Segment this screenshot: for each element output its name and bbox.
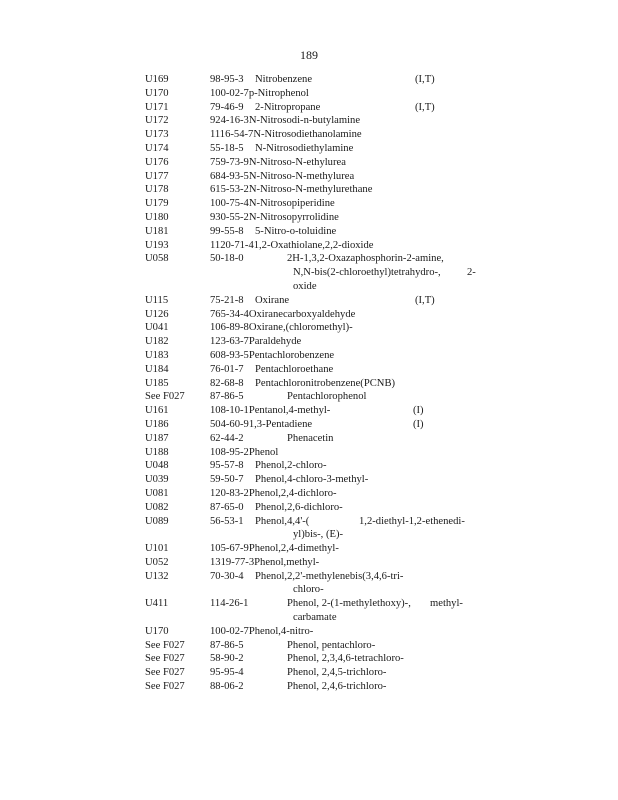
table-row	[0, 446, 618, 460]
row-name: oxide	[293, 280, 317, 292]
row-cas: 684-93-5N-Nitroso-N-methylurea	[210, 170, 355, 182]
row-cas: 87-86-5	[210, 391, 244, 403]
table-row	[0, 87, 618, 101]
row-code: U172	[145, 115, 169, 127]
row-cas: 123-63-7Paraldehyde	[210, 336, 302, 348]
row-name: Phenol,2-chloro-	[255, 460, 327, 472]
table-row	[0, 239, 618, 253]
table-row	[0, 128, 618, 142]
row-cas: 55-18-5	[210, 142, 244, 154]
table-row	[0, 515, 618, 529]
row-code: U058	[145, 253, 169, 265]
row-code: U170	[145, 87, 169, 99]
row-cas: 76-01-7	[210, 363, 244, 375]
row-cas: 1116-54-7N-Nitrosodiethanolamine	[210, 129, 362, 141]
row-code: U187	[145, 432, 169, 444]
row-cas: 930-55-2N-Nitrosopyrrolidine	[210, 211, 339, 223]
row-code: U132	[145, 570, 169, 582]
row-cas: 88-06-2	[210, 681, 244, 693]
row-cas: 120-83-2Phenol,2,4-dichloro-	[210, 487, 337, 499]
row-cas: 924-16-3N-Nitrosodi-n-butylamine	[210, 115, 361, 127]
row-code: U161	[145, 405, 169, 417]
row-name: Phenol, 2-(1-methylethoxy)-,	[287, 598, 411, 610]
table-row	[0, 432, 618, 446]
row-name2: 1,2-diethyl-1,2-ethenedi-	[359, 515, 465, 527]
table-row	[0, 487, 618, 501]
table-row	[0, 294, 618, 308]
table-row	[0, 597, 618, 611]
table-row	[0, 390, 618, 404]
table-row	[0, 473, 618, 487]
table-row	[0, 183, 618, 197]
table-row	[0, 308, 618, 322]
table-row	[0, 556, 618, 570]
table-row	[0, 266, 618, 280]
row-code: See F027	[145, 391, 185, 403]
row-code: U178	[145, 184, 169, 196]
row-cas: 99-55-8	[210, 225, 244, 237]
row-flag: (I,T)	[415, 74, 435, 85]
row-code: U052	[145, 556, 169, 568]
row-cas: 79-46-9	[210, 101, 244, 113]
row-code: U169	[145, 74, 169, 85]
row-cas: 1319-77-3Phenol,methyl-	[210, 556, 320, 568]
row-code: U185	[145, 377, 169, 389]
table-row	[0, 459, 618, 473]
row-code: U181	[145, 225, 169, 237]
table-row	[0, 680, 618, 694]
table-row	[0, 101, 618, 115]
row-cas: 106-89-8Oxirane,(chloromethyl)-	[210, 322, 353, 334]
table-row	[0, 363, 618, 377]
row-cas: 1120-71-41,2-Oxathiolane,2,2-dioxide	[210, 239, 374, 251]
row-cas: 87-65-0	[210, 501, 244, 513]
table-row	[0, 321, 618, 335]
row-cas: 58-90-2	[210, 653, 244, 665]
row-cas: 98-95-3	[210, 74, 244, 85]
row-code: U174	[145, 142, 169, 154]
row-code: See F027	[145, 681, 185, 693]
row-tail: 2-	[467, 267, 476, 279]
row-code: See F027	[145, 639, 185, 651]
table-row	[0, 225, 618, 239]
table-row	[0, 542, 618, 556]
row-flag: (I,T)	[415, 294, 435, 306]
table-row	[0, 418, 618, 432]
table-row	[0, 611, 618, 625]
row-code: U188	[145, 446, 169, 458]
table-row	[0, 625, 618, 639]
row-code: U184	[145, 363, 169, 375]
row-name: 2H-1,3,2-Oxazaphosphorin-2-amine,	[287, 253, 444, 265]
row-name: Phenol, 2,4,5-trichloro-	[287, 667, 387, 679]
row-name: Pentachlorophenol	[287, 391, 367, 403]
row-name: Oxirane	[255, 294, 290, 306]
row-code: U176	[145, 156, 169, 168]
row-code: U177	[145, 170, 169, 182]
row-flag: (I)	[413, 418, 424, 430]
row-cas: 62-44-2	[210, 432, 244, 444]
row-name: Phenol,4-chloro-3-methyl-	[255, 474, 369, 486]
table-row	[0, 583, 618, 597]
table-row	[0, 170, 618, 184]
row-cas: 114-26-1	[210, 598, 249, 610]
row-name: yl)bis-, (E)-	[293, 529, 344, 541]
row-code: See F027	[145, 667, 185, 679]
row-name: Nitrobenzene	[255, 74, 313, 85]
page-number: 189	[300, 48, 318, 62]
row-code: U186	[145, 418, 169, 430]
row-cas: 100-02-7p-Nitrophenol	[210, 87, 309, 99]
row-cas: 108-95-2Phenol	[210, 446, 279, 458]
table-row	[0, 639, 618, 653]
row-cas: 759-73-9N-Nitroso-N-ethylurea	[210, 156, 346, 168]
row-cas: 59-50-7	[210, 474, 244, 486]
row-code: U193	[145, 239, 169, 251]
row-name: Phenacetin	[287, 432, 334, 444]
row-name: Phenol, pentachloro-	[287, 639, 376, 651]
row-name: N,N-bis(2-chloroethyl)tetrahydro-,	[293, 267, 441, 279]
row-cas: 87-86-5	[210, 639, 244, 651]
table-row	[0, 142, 618, 156]
row-code: U182	[145, 336, 169, 348]
row-cas: 95-95-4	[210, 667, 244, 679]
table-row	[0, 528, 618, 542]
table-row	[0, 666, 618, 680]
row-flag: (I)	[413, 405, 424, 417]
row-cas: 95-57-8	[210, 460, 244, 472]
table-row	[0, 652, 618, 666]
row-name: Phenol,4,4'-(	[255, 515, 310, 527]
row-code: U126	[145, 308, 169, 320]
table-row	[0, 377, 618, 391]
row-cas: 504-60-91,3-Pentadiene	[210, 418, 313, 430]
row-cas: 70-30-4	[210, 570, 244, 582]
table-row	[0, 73, 618, 87]
table-row	[0, 335, 618, 349]
row-name: Phenol, 2,4,6-trichloro-	[287, 681, 387, 693]
row-name: carbamate	[293, 612, 337, 624]
table-row	[0, 252, 618, 266]
row-name: Phenol,2,2'-methylenebis(3,4,6-tri-	[255, 570, 404, 582]
table-row	[0, 197, 618, 211]
row-code: See F027	[145, 653, 185, 665]
row-cas: 50-18-0	[210, 253, 244, 265]
row-name: Pentachloronitrobenzene(PCNB)	[255, 377, 396, 389]
row-cas: 82-68-8	[210, 377, 244, 389]
table-row	[0, 404, 618, 418]
table-row	[0, 570, 618, 584]
row-code: U171	[145, 101, 169, 113]
row-code: U179	[145, 198, 169, 210]
row-code: U180	[145, 211, 169, 223]
row-cas: 56-53-1	[210, 515, 244, 527]
row-name: chloro-	[293, 584, 324, 596]
row-code: U183	[145, 349, 169, 361]
row-cas: 608-93-5Pentachlorobenzene	[210, 349, 335, 361]
row-code: U039	[145, 474, 169, 486]
row-cas: 100-75-4N-Nitrosopiperidine	[210, 198, 335, 210]
row-code: U101	[145, 543, 169, 555]
row-code: U082	[145, 501, 169, 513]
row-code: U041	[145, 322, 169, 334]
table-row	[0, 280, 618, 294]
table-row	[0, 114, 618, 128]
row-cas: 615-53-2N-Nitroso-N-methylurethane	[210, 184, 373, 196]
row-code: U048	[145, 460, 169, 472]
row-cas: 75-21-8	[210, 294, 244, 306]
row-code: U173	[145, 129, 169, 141]
row-name: Pentachloroethane	[255, 363, 334, 375]
row-code: U411	[145, 598, 169, 610]
table-row	[0, 156, 618, 170]
table-row	[0, 211, 618, 225]
row-name: Phenol,2,6-dichloro-	[255, 501, 343, 513]
row-cas: 765-34-4Oxiranecarboxyaldehyde	[210, 308, 356, 320]
row-code: U089	[145, 515, 169, 527]
row-cas: 105-67-9Phenol,2,4-dimethyl-	[210, 543, 339, 555]
row-code: U115	[145, 294, 169, 306]
row-code: U081	[145, 487, 169, 499]
row-code: U170	[145, 625, 169, 637]
row-name: Phenol, 2,3,4,6-tetrachloro-	[287, 653, 404, 665]
row-name: 5-Nitro-o-toluidine	[255, 225, 337, 237]
row-name: N-Nitrosodiethylamine	[255, 142, 354, 154]
row-name: 2-Nitropropane	[255, 101, 321, 113]
hazardous-waste-table	[0, 73, 618, 694]
row-cas: 100-02-7Phenol,4-nitro-	[210, 625, 314, 637]
table-row	[0, 349, 618, 363]
row-cas: 108-10-1Pentanol,4-methyl-	[210, 405, 331, 417]
table-row	[0, 501, 618, 515]
row-tail: methyl-	[430, 598, 463, 610]
row-flag: (I,T)	[415, 101, 435, 113]
